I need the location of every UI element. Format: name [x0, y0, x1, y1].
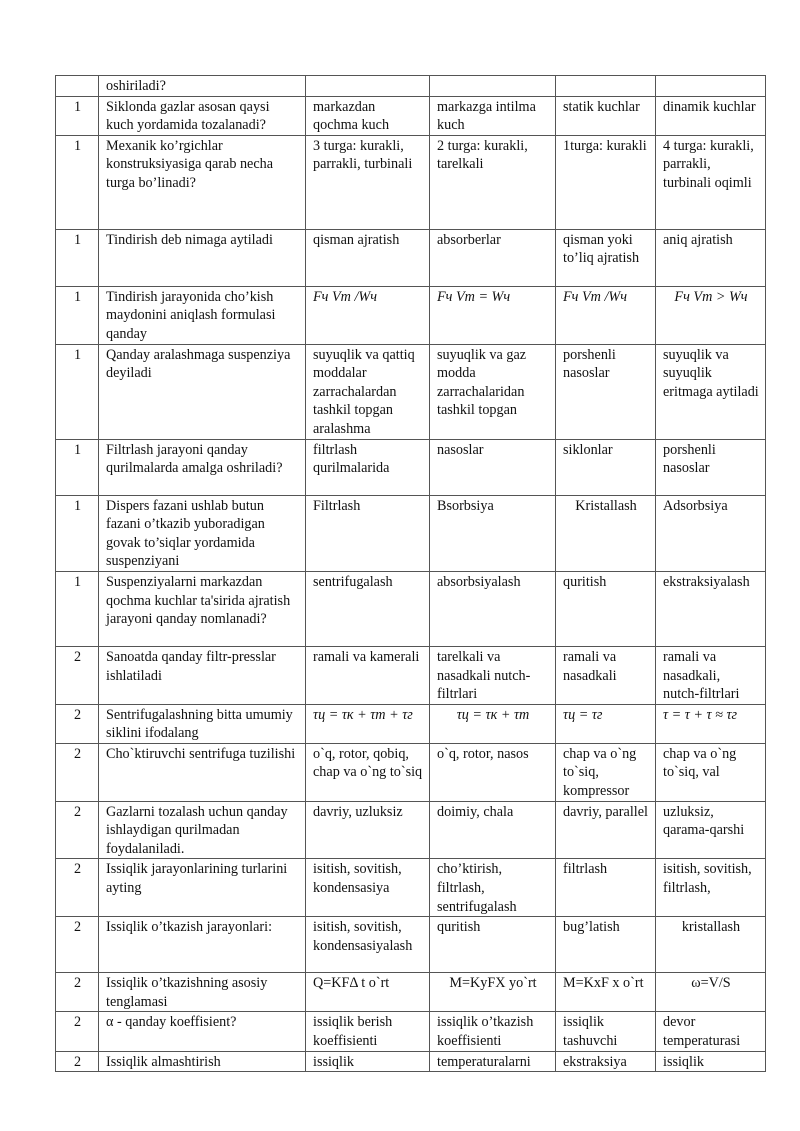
row-number: 1 [56, 439, 99, 495]
table-row [56, 704, 766, 743]
question-text: Sanoatda qanday filtr-presslar ishlatiladi [99, 646, 306, 704]
question-text: Issiqlik almashtirish [99, 1051, 306, 1072]
answer-d: 4 turga: kurakli, parrakli, turbinali oqimli [656, 135, 766, 229]
table-row [56, 286, 766, 344]
question-text: Issiqlik jarayonlarining turlarini ayting [99, 859, 306, 917]
table-row [56, 859, 766, 917]
answer-a: markazdan qochma kuch [306, 96, 430, 135]
answer-c: 1turga: kurakli [556, 135, 656, 229]
answer-a: qisman ajratish [306, 229, 430, 286]
answer-b [430, 76, 556, 97]
table-row [56, 801, 766, 859]
answer-b: suyuqlik va gaz modda zarrachalaridan tashkil topgan [430, 344, 556, 439]
answer-a: sentrifugalash [306, 571, 430, 646]
answer-b: 2 turga: kurakli, tarelkali [430, 135, 556, 229]
answer-b: doimiy, chala [430, 801, 556, 859]
answer-d: ekstraksiyalash [656, 571, 766, 646]
formula-d: τ = τ + τ ≈ τг [656, 704, 766, 743]
row-number: 2 [56, 859, 99, 917]
answer-b: absorbsiyalash [430, 571, 556, 646]
question-text: Mexanik ko’rgichlar konstruksiyasiga qarab necha turga bo’linadi? [99, 135, 306, 229]
formula-c: Fч Vт /Wч [556, 286, 656, 344]
table-row [56, 917, 766, 973]
formula-d: ω=V/S [656, 973, 766, 1012]
answer-d [656, 76, 766, 97]
answer-a [306, 76, 430, 97]
answer-c: chap va o`ng to`siq, kompressor [556, 743, 656, 801]
answer-a: issiqlik [306, 1051, 430, 1072]
answer-c: ramali va nasadkali [556, 646, 656, 704]
table-row [56, 135, 766, 229]
answer-c: issiqlik tashuvchi [556, 1012, 656, 1051]
answer-a: filtrlash qurilmalarida [306, 439, 430, 495]
question-text: Cho`ktiruvchi sentrifuga tuzilishi [99, 743, 306, 801]
question-text: Filtrlash jarayoni qanday qurilmalarda amalga oshriladi? [99, 439, 306, 495]
answer-c: quritish [556, 571, 656, 646]
formula-d: Fч Vт > Wч [656, 286, 766, 344]
question-text: Issiqlik o’tkazish jarayonlari: [99, 917, 306, 973]
formula-b: M=KyFX yo`rt [430, 973, 556, 1012]
answer-b: tarelkali va nasadkali nutch-filtrlari [430, 646, 556, 704]
row-number: 1 [56, 495, 99, 571]
answer-c: davriy, parallel [556, 801, 656, 859]
answer-b: markazga intilma kuch [430, 96, 556, 135]
table-row [56, 646, 766, 704]
answer-c: filtrlash [556, 859, 656, 917]
table-row [56, 344, 766, 439]
answer-b: quritish [430, 917, 556, 973]
answer-a: isitish, sovitish, kondensasiyalash [306, 917, 430, 973]
answer-b: cho’ktirish, filtrlash, sentrifugalash [430, 859, 556, 917]
answer-d: uzluksiz, qarama-qarshi [656, 801, 766, 859]
row-number: 2 [56, 1051, 99, 1072]
answer-d: aniq ajratish [656, 229, 766, 286]
answer-a: suyuqlik va qattiq moddalar zarrachalardan tashkil topgan aralashma [306, 344, 430, 439]
answer-c [556, 76, 656, 97]
answer-c: Kristallash [556, 495, 656, 571]
question-text: α - qanday koeffisient? [99, 1012, 306, 1051]
formula-c: τц = τг [556, 704, 656, 743]
answer-b: nasoslar [430, 439, 556, 495]
question-text: Issiqlik o’tkazishning asosiy tenglamasi [99, 973, 306, 1012]
table-row [56, 743, 766, 801]
formula-a: Fч Vт /Wч [306, 286, 430, 344]
answer-c: ekstraksiya [556, 1051, 656, 1072]
answer-a: issiqlik berish koeffisienti [306, 1012, 430, 1051]
answer-b: temperaturalarni [430, 1051, 556, 1072]
answer-c: qisman yoki to’liq ajratish [556, 229, 656, 286]
row-number [56, 76, 99, 97]
answer-a: isitish, sovitish, kondensasiya [306, 859, 430, 917]
table-row [56, 229, 766, 286]
formula-a: τц = τк + τт + τг [306, 704, 430, 743]
row-number: 2 [56, 801, 99, 859]
table-row [56, 973, 766, 1012]
answer-d: ramali va nasadkali, nutch-filtrlari [656, 646, 766, 704]
row-number: 2 [56, 743, 99, 801]
table-row [56, 495, 766, 571]
row-number: 1 [56, 135, 99, 229]
row-number: 2 [56, 1012, 99, 1051]
row-number: 1 [56, 96, 99, 135]
questions-table [55, 75, 766, 1072]
answer-c: porshenli nasoslar [556, 344, 656, 439]
row-number: 2 [56, 646, 99, 704]
answer-a: ramali va kamerali [306, 646, 430, 704]
row-number: 1 [56, 229, 99, 286]
question-text: Siklonda gazlar asosan qaysi kuch yordamida tozalanadi? [99, 96, 306, 135]
table-row [56, 1051, 766, 1072]
answer-a: o`q, rotor, qobiq, chap va o`ng to`siq [306, 743, 430, 801]
formula-a: Q=KFΔ t o`rt [306, 973, 430, 1012]
formula-b: τц = τк + τт [430, 704, 556, 743]
row-number: 2 [56, 973, 99, 1012]
answer-d: issiqlik [656, 1051, 766, 1072]
answer-b: o`q, rotor, nasos [430, 743, 556, 801]
question-text: Gazlarni tozalash uchun qanday ishlaydigan qurilmadan foydalaniladi. [99, 801, 306, 859]
row-number: 1 [56, 571, 99, 646]
formula-b: Fч Vт = Wч [430, 286, 556, 344]
row-number: 2 [56, 704, 99, 743]
table-row [56, 439, 766, 495]
answer-a: 3 turga: kurakli, parrakli, turbinali [306, 135, 430, 229]
answer-a: Filtrlash [306, 495, 430, 571]
question-text: Suspenziyalarni markazdan qochma kuchlar ta'sirida ajratish jarayoni qanday nomlanadi? [99, 571, 306, 646]
table-row [56, 76, 766, 97]
formula-c: M=KxF x o`rt [556, 973, 656, 1012]
answer-b: issiqlik o’tkazish koeffisienti [430, 1012, 556, 1051]
answer-a: davriy, uzluksiz [306, 801, 430, 859]
question-text: Tindirish jarayonida cho’kish maydonini aniqlash formulasi qanday [99, 286, 306, 344]
answer-d: devor temperaturasi [656, 1012, 766, 1051]
question-text: oshiriladi? [99, 76, 306, 97]
answer-c: statik kuchlar [556, 96, 656, 135]
answer-b: Bsorbsiya [430, 495, 556, 571]
question-text: Sentrifugalashning bitta umumiy siklini ifodalang [99, 704, 306, 743]
table-row [56, 1012, 766, 1051]
table-row [56, 571, 766, 646]
answer-c: siklonlar [556, 439, 656, 495]
answer-d: Adsorbsiya [656, 495, 766, 571]
table-row [56, 96, 766, 135]
row-number: 1 [56, 344, 99, 439]
answer-c: bug’latish [556, 917, 656, 973]
question-text: Dispers fazani ushlab butun fazani o’tkazib yuboradigan govak to’siqlar yordamida suspenziyani [99, 495, 306, 571]
answer-d: suyuqlik va suyuqlik eritmaga aytiladi [656, 344, 766, 439]
row-number: 2 [56, 917, 99, 973]
answer-d: porshenli nasoslar [656, 439, 766, 495]
question-text: Qanday aralashmaga suspenziya deyiladi [99, 344, 306, 439]
question-text: Tindirish deb nimaga aytiladi [99, 229, 306, 286]
answer-d: chap va o`ng to`siq, val [656, 743, 766, 801]
answer-d: dinamik kuchlar [656, 96, 766, 135]
answer-b: absorberlar [430, 229, 556, 286]
answer-d: isitish, sovitish, filtrlash, [656, 859, 766, 917]
row-number: 1 [56, 286, 99, 344]
answer-d: kristallash [656, 917, 766, 973]
